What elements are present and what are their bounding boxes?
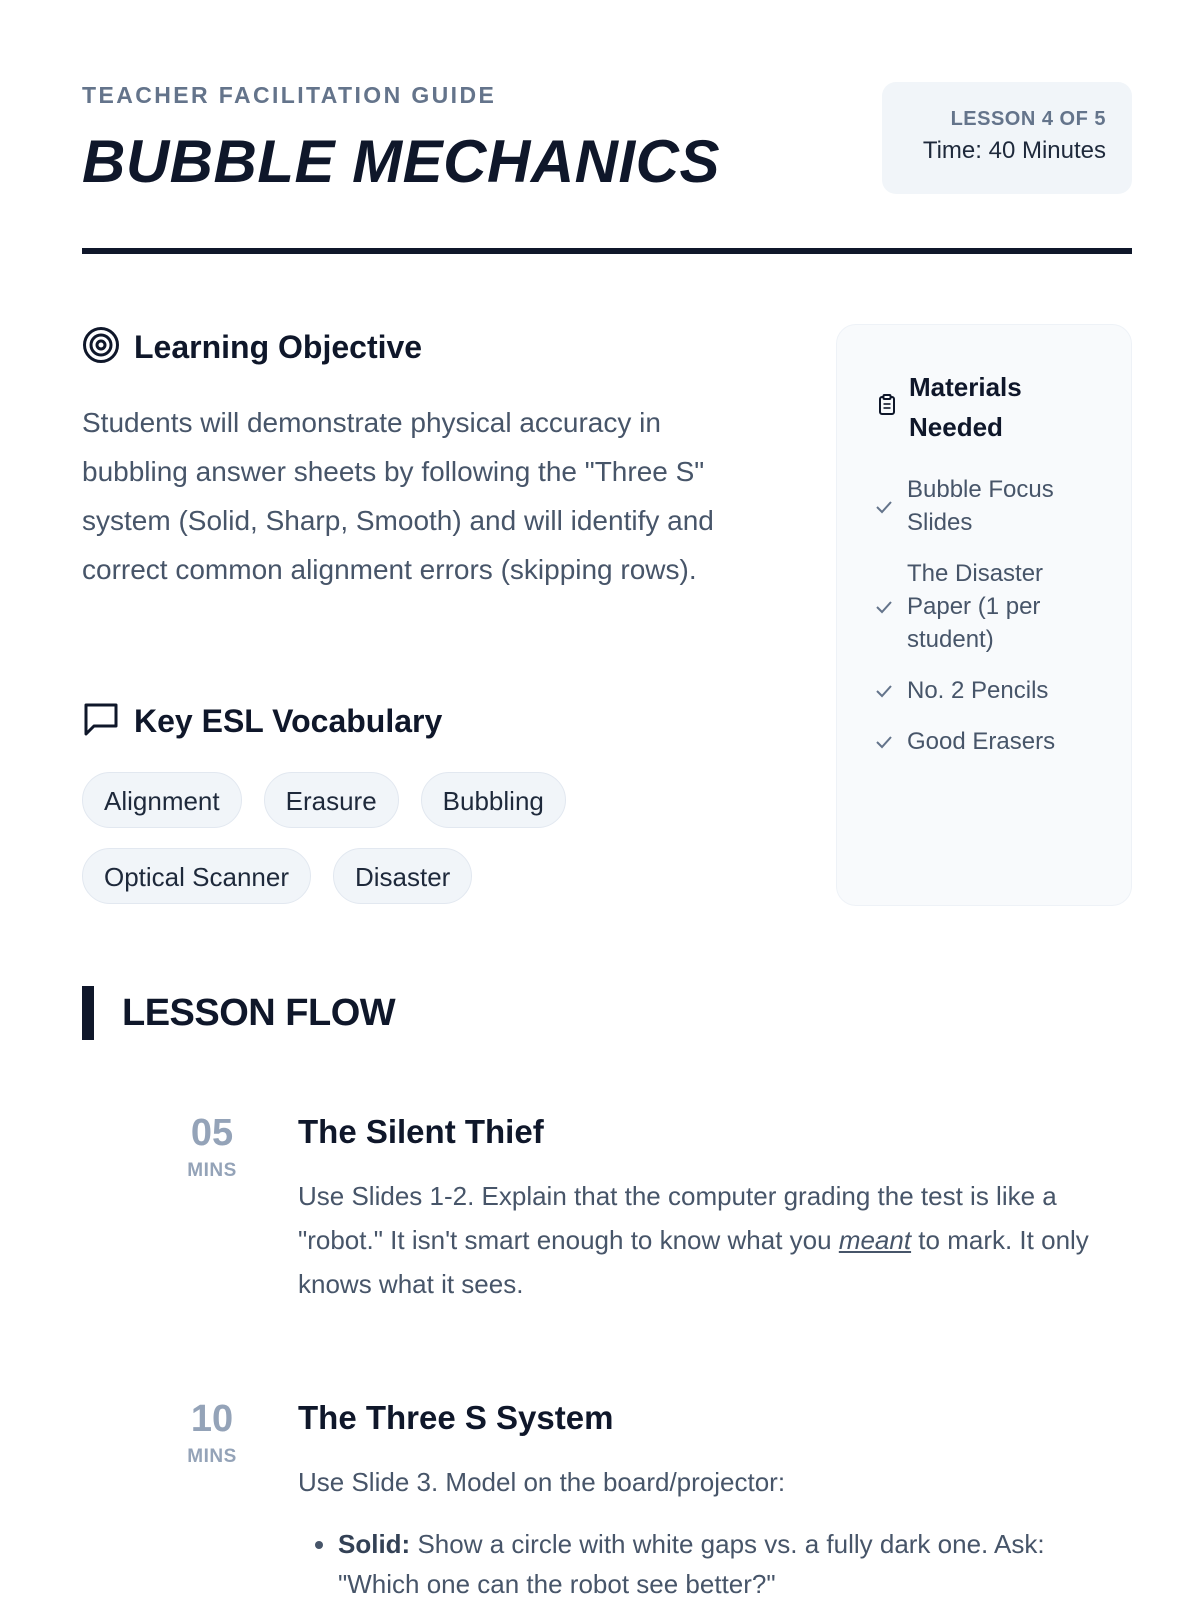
step-body: [298, 1398, 1132, 1604]
vocab-chip: Disaster: [333, 848, 472, 904]
step-title: The Silent Thief: [298, 1113, 544, 1150]
lesson-info-box: [882, 82, 1132, 194]
vocabulary-chips: [82, 772, 762, 904]
vocabulary-heading-text: Key ESL Vocabulary: [134, 703, 443, 739]
step-text-after: to mark. It only knows what it sees.: [298, 1225, 1089, 1299]
objective-text: Students will demonstrate physical accuracy in bubbling answer sheets by following the "Three S" system (Solid, Sharp, Smooth) and will identify and correct common alignment errors (skipping rows).: [82, 407, 714, 585]
list-item: [338, 1524, 1132, 1604]
materials-heading-text: Materials Needed: [909, 372, 1022, 442]
chat-bubble-icon: [82, 700, 120, 743]
list-item: [875, 725, 1105, 758]
material-label: The Disaster Paper (1 per student): [907, 560, 1044, 653]
page-title: BUBBLE MECHANICS: [82, 128, 720, 195]
step-description: [298, 1174, 1132, 1306]
step-minutes-unit: MINS: [187, 1160, 237, 1181]
accent-bar: [82, 986, 94, 1040]
materials-heading: [877, 367, 1049, 447]
step-minutes: 10: [190, 1398, 234, 1440]
step-description: Use Slide 3. Model on the board/projector:: [298, 1467, 786, 1497]
vocab-chip: Alignment: [82, 772, 242, 828]
objective-heading: [82, 326, 422, 369]
step-bullets: [298, 1524, 1132, 1604]
step-title: The Three S System: [298, 1399, 614, 1436]
vocab-chip: Optical Scanner: [82, 848, 311, 904]
checkmark-icon: [875, 674, 895, 707]
step-text-before: Use Slides 1-2. Explain that the computer grading the test is like a "robot." It isn't smart enough to know what you: [298, 1181, 1057, 1255]
step-text-emphasis: meant: [838, 1225, 912, 1255]
materials-list: [875, 473, 1105, 776]
material-label: Bubble Focus Slides: [907, 476, 1054, 536]
step-minutes: 05: [190, 1112, 234, 1154]
step-minutes-unit: MINS: [187, 1446, 237, 1467]
material-label: No. 2 Pencils: [907, 677, 1049, 704]
lesson-time: Time: 40 Minutes: [922, 137, 1106, 164]
bullet-label: Solid:: [338, 1529, 411, 1559]
step-body: [298, 1112, 1132, 1306]
checkmark-icon: [875, 590, 895, 623]
step-duration: [182, 1112, 242, 1182]
lesson-number: LESSON 4 OF 5: [950, 108, 1106, 130]
list-item: [875, 557, 1105, 656]
bullet-text: Show a circle with white gaps vs. a fully dark one. Ask: "Which one can the robot see better?": [338, 1529, 1045, 1599]
checkmark-icon: [875, 490, 895, 523]
lesson-flow-title: LESSON FLOW: [122, 991, 396, 1034]
objective-heading-text: Learning Objective: [134, 329, 423, 365]
list-item: [875, 674, 1105, 707]
header-divider: [82, 248, 1132, 254]
vocab-chip: Bubbling: [421, 772, 566, 828]
vocab-chip: Erasure: [264, 772, 399, 828]
checkmark-icon: [875, 725, 895, 758]
materials-card: [836, 324, 1132, 906]
guide-eyebrow: TEACHER FACILITATION GUIDE: [82, 82, 497, 108]
material-label: Good Erasers: [907, 728, 1056, 755]
vocabulary-heading: [82, 700, 442, 743]
step-duration: [182, 1398, 242, 1468]
target-icon: [82, 326, 120, 369]
facilitation-guide-page: [82, 0, 1132, 1600]
lesson-flow-heading: [82, 986, 395, 1040]
list-item: [875, 473, 1105, 539]
clipboard-icon: [877, 394, 897, 421]
